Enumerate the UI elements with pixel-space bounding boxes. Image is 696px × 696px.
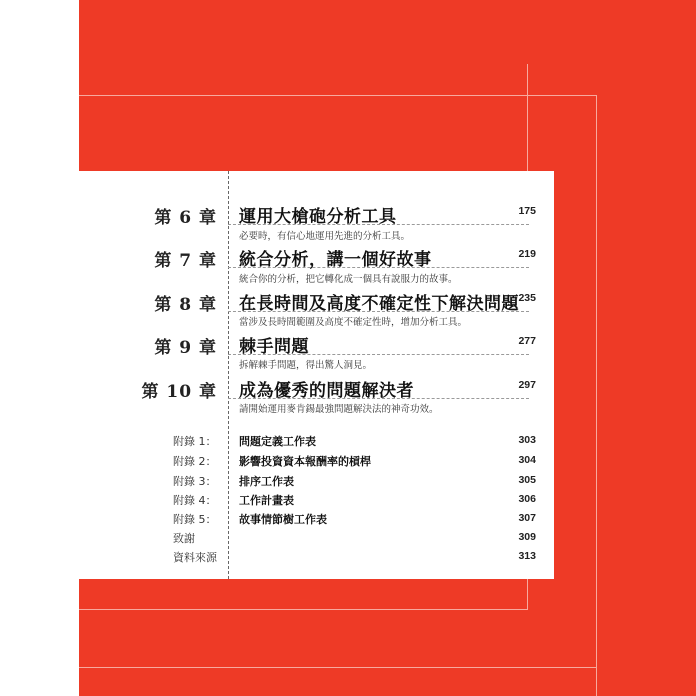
appendix-2-page: 304	[518, 454, 536, 466]
references-page: 313	[518, 550, 536, 562]
appendix-1-title: 問題定義工作表	[239, 435, 316, 448]
appendix-1-page: 303	[518, 434, 536, 446]
chapter-6-label: 第 6 章	[154, 208, 217, 228]
chapter-10-page: 297	[518, 379, 536, 391]
acknowledgements-page: 309	[518, 531, 536, 543]
chapter-9-page: 277	[518, 335, 536, 347]
chapter-6-title: 運用大槍砲分析工具	[239, 207, 397, 227]
chapter-9-title: 棘手問題	[239, 337, 309, 357]
chapter-8-page: 235	[518, 292, 536, 304]
separator-line	[228, 267, 529, 268]
acknowledgements-label: 致謝	[173, 532, 195, 545]
appendix-5-title: 故事情節樹工作表	[239, 513, 327, 526]
chapter-6-desc: 必要時，有信心地運用先進的分析工具。	[239, 231, 411, 242]
appendix-5-page: 307	[518, 512, 536, 524]
appendix-1-label: 附錄 1：	[173, 435, 217, 448]
chapter-10-desc: 請開始運用麥肯錫最強問題解決法的神奇功效。	[239, 404, 439, 415]
chapter-7-page: 219	[518, 248, 536, 260]
frame-line	[79, 609, 528, 610]
chapter-8-desc: 當涉及長時間範圍及高度不確定性時，增加分析工具。	[239, 317, 468, 328]
chapter-9-desc: 拆解棘手問題，得出驚人洞見。	[239, 360, 373, 371]
references-label: 資料來源	[173, 551, 217, 564]
separator-line	[228, 311, 529, 312]
chapter-6-page: 175	[518, 205, 536, 217]
table-of-contents-page	[79, 171, 554, 579]
appendix-4-title: 工作計畫表	[239, 494, 294, 507]
appendix-3-title: 排序工作表	[239, 475, 294, 488]
chapter-10-title: 成為優秀的問題解決者	[239, 381, 414, 401]
appendix-2-title: 影響投資資本報酬率的槓桿	[239, 455, 371, 468]
chapter-8-label: 第 8 章	[154, 295, 217, 315]
frame-line	[596, 95, 597, 696]
chapter-7-label: 第 7 章	[154, 251, 217, 271]
vertical-divider	[228, 171, 229, 579]
frame-line	[79, 95, 597, 96]
appendix-2-label: 附錄 2：	[173, 455, 217, 468]
chapter-7-desc: 統合你的分析，把它轉化成一個具有說服力的故事。	[239, 274, 458, 285]
chapter-9-label: 第 9 章	[154, 338, 217, 358]
chapter-10-label: 第 10 章	[141, 382, 217, 402]
appendix-3-page: 305	[518, 474, 536, 486]
appendix-5-label: 附錄 5：	[173, 513, 217, 526]
appendix-4-label: 附錄 4：	[173, 494, 217, 507]
chapter-8-title: 在長時間及高度不確定性下解決問題	[239, 294, 519, 314]
frame-line	[79, 667, 597, 668]
separator-line	[228, 354, 529, 355]
appendix-4-page: 306	[518, 493, 536, 505]
appendix-3-label: 附錄 3：	[173, 475, 217, 488]
separator-line	[228, 224, 529, 225]
separator-line	[228, 398, 529, 399]
chapter-7-title: 統合分析，講一個好故事	[239, 250, 432, 270]
